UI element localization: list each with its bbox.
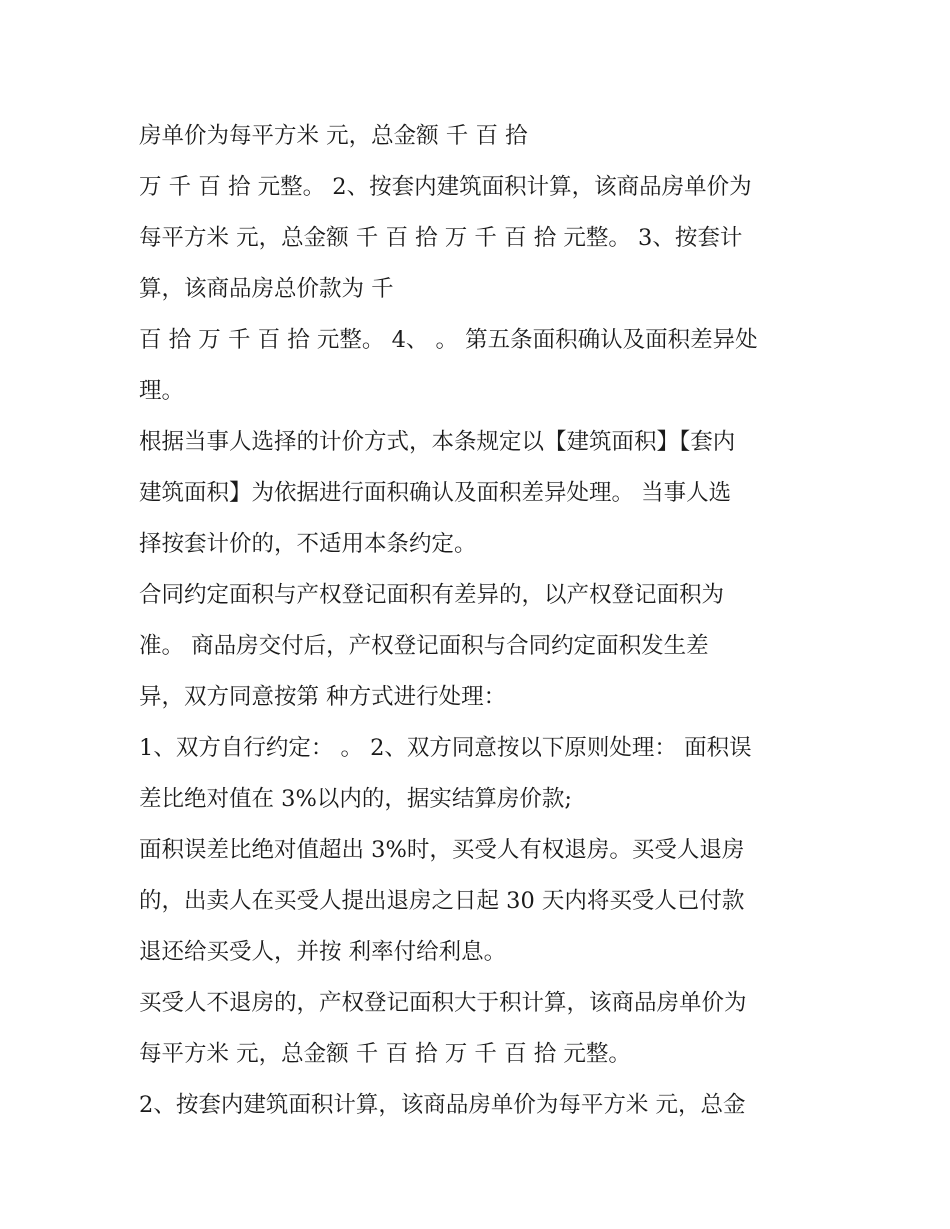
text-line-14: 差比绝对值在 3%以内的，据实结算房价款;: [139, 786, 572, 812]
text-line-17: 退还给买受人，并按 利率付给利息。: [139, 939, 507, 965]
text-line-18: 买受人不退房的，产权登记面积大于积计算，该商品房单价为: [139, 990, 747, 1016]
text-line-9: 择按套计价的，不适用本条约定。: [139, 531, 477, 557]
text-line-19: 每平方米 元，总金额 千 百 拾 万 千 百 拾 元整。: [139, 1041, 631, 1067]
text-line-2: 万 千 百 拾 元整。 2、按套内建筑面积计算，该商品房单价为: [139, 174, 752, 200]
text-line-16: 的，出卖人在买受人提出退房之日起 30 天内将买受人已付款: [139, 888, 745, 914]
text-line-6: 理。: [139, 378, 185, 404]
text-line-3: 每平方米 元，总金额 千 百 拾 万 千 百 拾 元整。 3、按套计: [139, 225, 743, 251]
text-line-13: 1、双方自行约定： 。 2、双方同意按以下原则处理： 面积误: [139, 735, 752, 761]
text-line-8: 建筑面积】为依据进行面积确认及面积差异处理。 当事人选: [139, 480, 732, 506]
text-line-5: 百 拾 万 千 百 拾 元整。 4、 。 第五条面积确认及面积差异处: [139, 327, 758, 353]
contract-text: [139, 111, 819, 1131]
text-line-7: 根据当事人选择的计价方式，本条规定以【建筑面积】【套内: [139, 429, 736, 455]
text-line-11: 准。 商品房交付后，产权登记面积与合同约定面积发生差: [139, 633, 709, 659]
text-line-15: 面积误差比绝对值超出 3%时，买受人有权退房。买受人退房: [139, 837, 745, 863]
text-line-1: 房单价为每平方米 元，总金额 千 百 拾: [139, 123, 528, 149]
text-line-12: 异，双方同意按第 种方式进行处理：: [139, 684, 507, 710]
text-line-10: 合同约定面积与产权登记面积有差异的，以产权登记面积为: [139, 582, 725, 608]
text-line-20: 2、按套内建筑面积计算，该商品房单价为每平方米 元，总金: [139, 1092, 746, 1118]
text-line-4: 算，该商品房总价款为 千: [139, 276, 394, 302]
